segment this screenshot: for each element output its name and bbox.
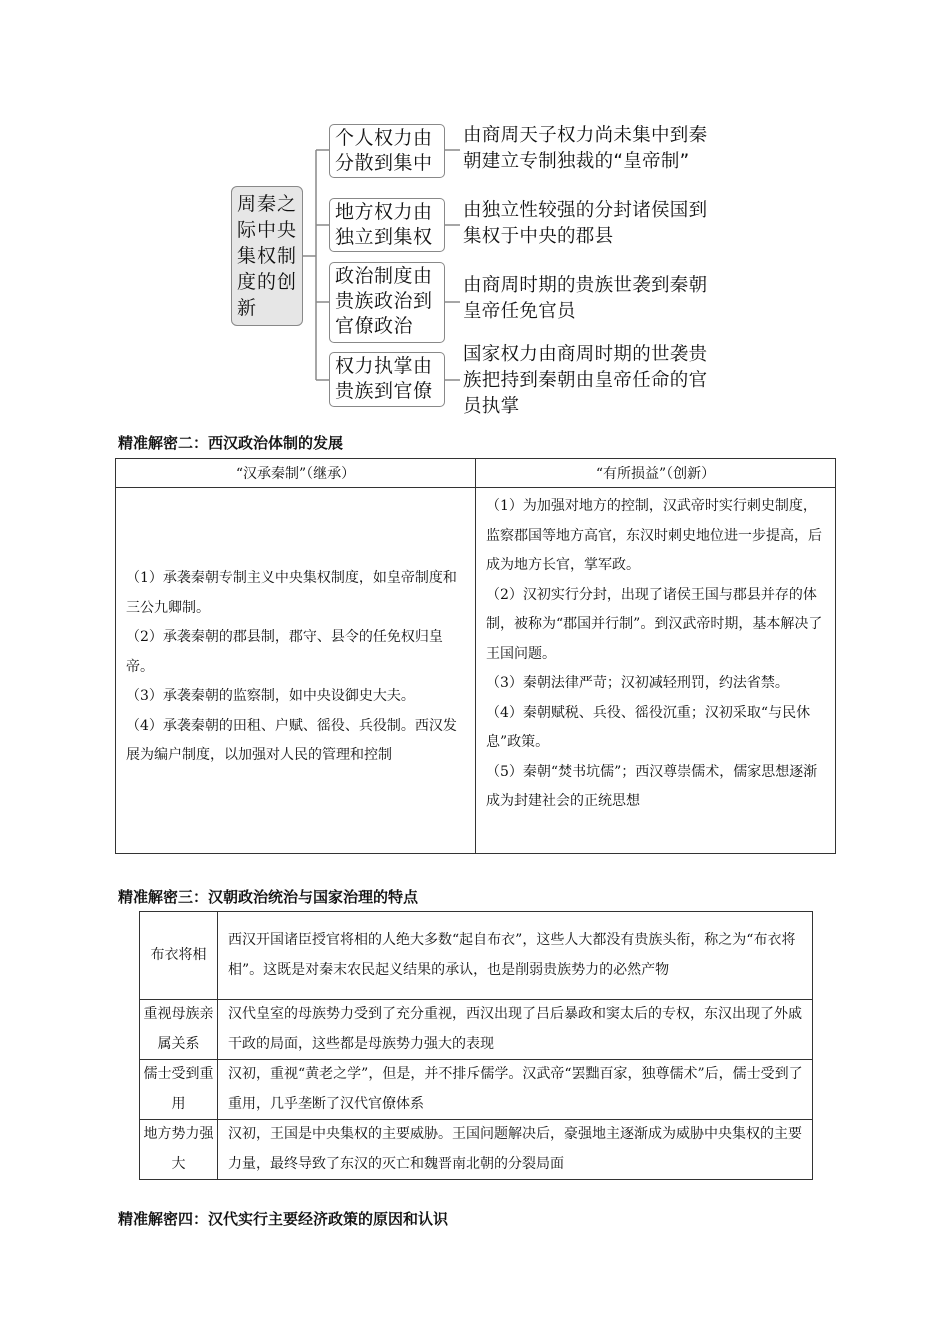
inherit-item: （2）承袭秦朝的郡县制，郡守、县令的任免权归皇帝。 bbox=[126, 629, 443, 675]
branch-node-1: 个人权力由分散到集中 bbox=[329, 124, 445, 178]
row-label: 重视母族亲属关系 bbox=[140, 1000, 218, 1060]
western-han-table bbox=[115, 458, 836, 854]
centralization-diagram bbox=[0, 0, 950, 420]
branch-desc-2: 由独立性较强的分封诸侯国到集权于中央的郡县 bbox=[463, 200, 708, 247]
han-governance-table bbox=[139, 911, 813, 1180]
innovate-item: （2）汉初实行分封，出现了诸侯王国与郡县并存的体制，被称为“郡国并行制”。到汉武帝时期，基本解决了王国问题。 bbox=[486, 586, 823, 662]
table-row bbox=[140, 912, 813, 1000]
inherit-item: （3）承袭秦朝的监察制，如中央设御史大夫。 bbox=[126, 688, 415, 705]
inherit-item: （4）承袭秦朝的田租、户赋、徭役、兵役制。西汉发展为编户制度，以加强对人民的管理和控制 bbox=[126, 717, 457, 764]
table-row bbox=[140, 1000, 813, 1060]
table-row bbox=[140, 1060, 813, 1120]
inherit-item: （1）承袭秦朝专制主义中央集权制度，如皇帝制度和三公九卿制。 bbox=[126, 570, 457, 616]
row-label: 地方势力强大 bbox=[140, 1120, 218, 1180]
row-label: 儒士受到重用 bbox=[140, 1060, 218, 1120]
branch-desc-4: 国家权力由商周时期的世袭贵族把持到秦朝由皇帝任命的官员执掌 bbox=[463, 344, 708, 417]
inherit-cell bbox=[116, 488, 476, 854]
innovate-item: （1）为加强对地方的控制，汉武帝时实行刺史制度，监察郡国等地方高官，东汉时刺史地位进一步提高，后成为地方长官，掌军政。 bbox=[486, 498, 822, 573]
section3-heading: 精准解密三：汉朝政治统治与国家治理的特点 bbox=[118, 888, 419, 906]
row-text: 汉代皇室的母族势力受到了充分重视，西汉出现了吕后暴政和窦太后的专权，东汉出现了外戚干政的局面，这些都是母族势力强大的表现 bbox=[218, 1000, 813, 1060]
innovate-item: （4）秦朝赋税、兵役、徭役沉重；汉初采取“与民休息”政策。 bbox=[486, 704, 811, 750]
branch-desc-3: 由商周时期的贵族世袭到秦朝皇帝任免官员 bbox=[463, 275, 708, 322]
row-text: 汉初，王国是中央集权的主要威胁。王国问题解决后，豪强地主逐渐成为威胁中央集权的主要力量，最终导致了东汉的灭亡和魏晋南北朝的分裂局面 bbox=[218, 1120, 813, 1180]
section2-heading: 精准解密二：西汉政治体制的发展 bbox=[118, 434, 344, 452]
row-label: 布衣将相 bbox=[140, 912, 218, 1000]
diagram-root-node: 周秦之际中央集权制度的创新 bbox=[231, 186, 303, 326]
branch-node-3: 政治制度由贵族政治到官僚政治 bbox=[329, 262, 445, 343]
innovate-item: （5）秦朝“焚书坑儒”；西汉尊崇儒术，儒家思想逐渐成为封建社会的正统思想 bbox=[486, 763, 818, 809]
col-header-innovate: “有所损益”（创新） bbox=[476, 459, 836, 488]
row-text: 西汉开国诸臣授官将相的人绝大多数“起自布衣”，这些人大都没有贵族头衔，称之为“布衣将相”。这既是对秦末农民起义结果的承认，也是削弱贵族势力的必然产物 bbox=[218, 912, 813, 1000]
row-text: 汉初，重视“黄老之学”，但是，并不排斥儒学。汉武帝“罢黜百家，独尊儒术”后，儒士受到了重用，几乎垄断了汉代官僚体系 bbox=[218, 1060, 813, 1120]
branch-node-2: 地方权力由独立到集权 bbox=[329, 198, 445, 252]
branch-node-4: 权力执掌由贵族到官僚 bbox=[329, 352, 445, 407]
col-header-inherit: “汉承秦制”（继承） bbox=[116, 459, 476, 488]
section4-heading: 精准解密四：汉代实行主要经济政策的原因和认识 bbox=[118, 1210, 449, 1228]
innovate-item: （3）秦朝法律严苛；汉初减轻刑罚，约法省禁。 bbox=[486, 675, 789, 691]
table-row bbox=[140, 1120, 813, 1180]
branch-desc-1: 由商周天子权力尚未集中到秦朝建立专制独裁的“皇帝制” bbox=[463, 125, 708, 172]
innovate-cell bbox=[476, 488, 836, 854]
